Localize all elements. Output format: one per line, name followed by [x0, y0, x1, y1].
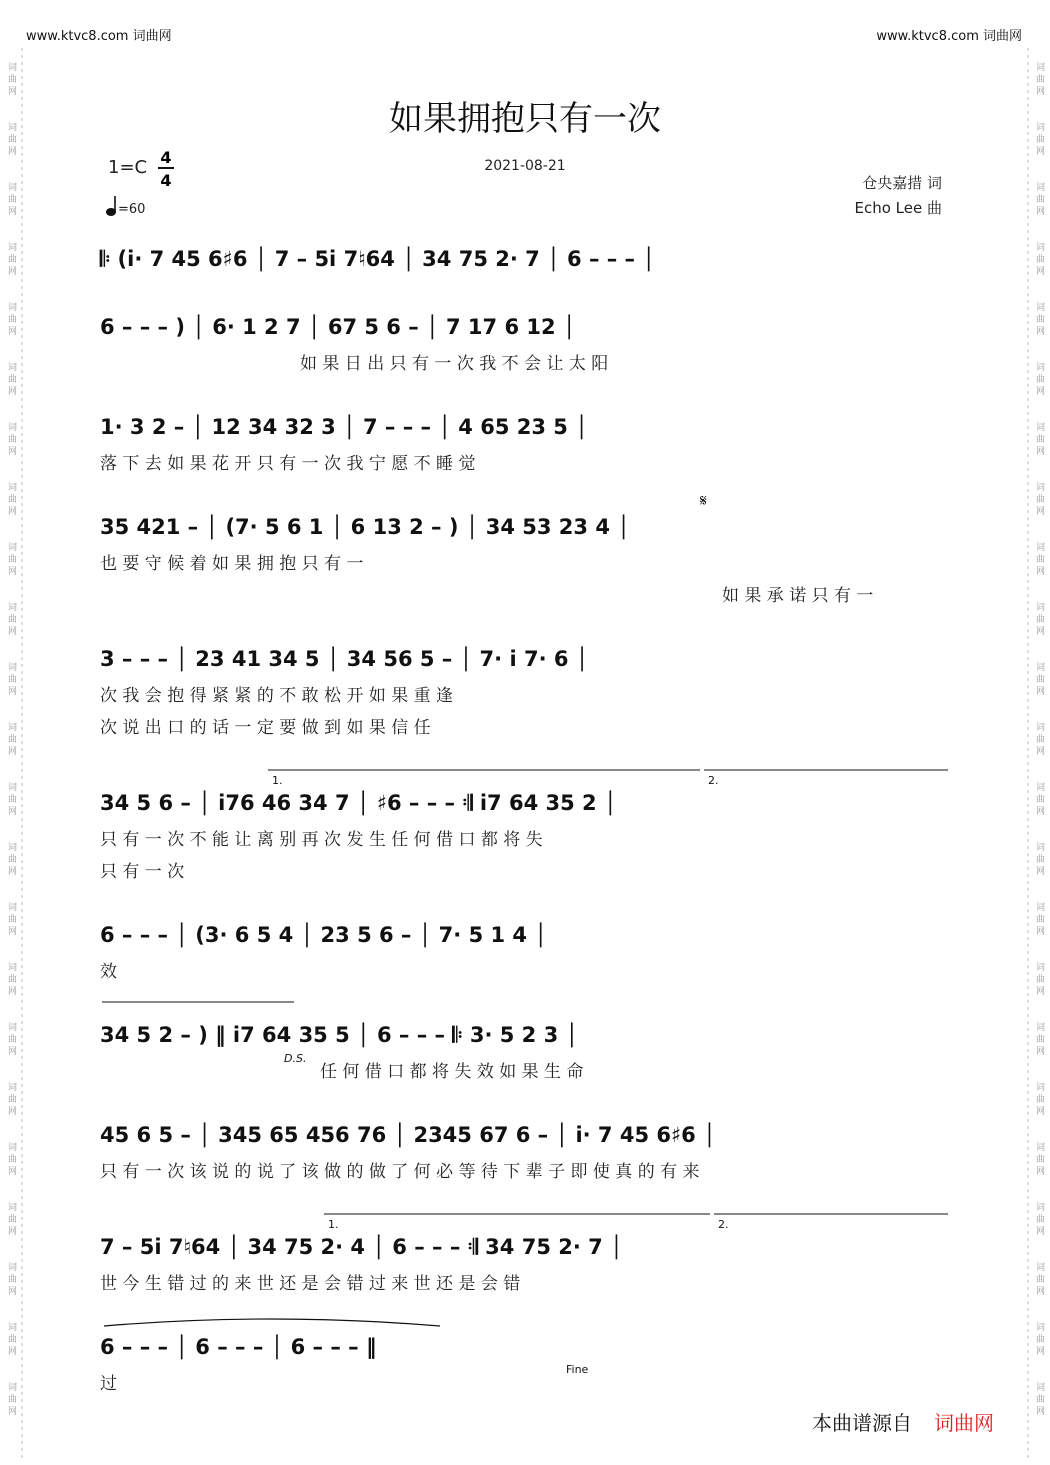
side-watermark-glyph: 曲 — [1036, 1095, 1046, 1105]
side-watermark-glyph: 曲 — [8, 135, 18, 145]
notation-row-7 — [100, 922, 547, 982]
side-watermark-glyph: 网 — [8, 987, 18, 997]
volta-2-label-a: 2. — [708, 774, 719, 787]
side-watermark-glyph: 网 — [8, 627, 18, 637]
side-watermark-glyph: 曲 — [8, 495, 18, 505]
notes-row-10: 7 – 5i 7♮64 │ 34 75 2· 4 │ 6 – – – 𝄇 34 75 2· 7 │ — [100, 1235, 623, 1259]
side-watermark-glyph: 曲 — [1036, 1155, 1046, 1165]
date: 2021-08-21 — [484, 158, 566, 174]
side-watermark-glyph: 网 — [1036, 387, 1046, 397]
time-signature-top: 4 — [160, 148, 172, 167]
side-watermark-glyph: 网 — [8, 87, 18, 97]
side-watermark-glyph: 词 — [1036, 843, 1046, 853]
side-watermark-glyph: 网 — [1036, 987, 1046, 997]
side-watermark-glyph: 词 — [1036, 123, 1046, 133]
side-watermark-glyph: 网 — [8, 1107, 18, 1117]
time-signature-bottom: 4 — [160, 171, 172, 190]
side-watermark-glyph: 词 — [8, 303, 18, 313]
side-watermark-glyph: 网 — [8, 1287, 18, 1297]
side-watermark-glyph: 曲 — [8, 1215, 18, 1225]
side-watermark-glyph: 词 — [8, 1083, 18, 1093]
side-watermark-glyph: 词 — [8, 543, 18, 553]
side-watermark-glyph: 曲 — [8, 255, 18, 265]
side-watermark-glyph: 曲 — [8, 735, 18, 745]
side-watermark-glyph: 网 — [1036, 627, 1046, 637]
side-watermark-glyph: 网 — [1036, 1047, 1046, 1057]
side-watermark-glyph: 词 — [1036, 183, 1046, 193]
side-watermark-glyph: 网 — [1036, 87, 1046, 97]
lyrics-row-9-line-1: 只 有 一 次 该 说 的 说 了 该 做 的 做 了 何 必 等 待 下 辈 子 即 使 真 的 有 来 — [100, 1162, 700, 1182]
side-watermark-glyph: 词 — [1036, 303, 1046, 313]
side-watermark-glyph: 词 — [8, 1203, 18, 1213]
side-watermark-glyph: 曲 — [1036, 1335, 1046, 1345]
footer-site-link[interactable]: 词曲网 — [934, 1411, 994, 1435]
side-watermark-glyph: 曲 — [8, 915, 18, 925]
notes-row-8: 34 5 2 – ) ‖ i7 64 35 5 │ 6 – – – 𝄆 3· 5 2 3 │ — [100, 1023, 579, 1047]
side-watermark-glyph: 词 — [1036, 1203, 1046, 1213]
side-watermark-glyph: 词 — [1036, 1323, 1046, 1333]
side-watermark-glyph: 词 — [8, 483, 18, 493]
side-watermark-glyph: 曲 — [1036, 435, 1046, 445]
side-watermark-glyph: 词 — [1036, 363, 1046, 373]
side-watermark-glyph: 曲 — [1036, 795, 1046, 805]
side-watermark-glyph: 网 — [1036, 447, 1046, 457]
side-watermark-glyph: 词 — [1036, 963, 1046, 973]
side-watermark-glyph: 词 — [8, 1323, 18, 1333]
lyrics-row-5-line-1: 次 我 会 抱 得 紧 紧 的 不 敢 松 开 如 果 重 逢 — [100, 686, 454, 706]
side-watermark-glyph: 词 — [1036, 543, 1046, 553]
side-watermark-glyph: 曲 — [8, 195, 18, 205]
side-watermark-glyph: 词 — [1036, 423, 1046, 433]
side-watermark-glyph: 词 — [8, 603, 18, 613]
side-watermark-glyph: 曲 — [1036, 135, 1046, 145]
side-watermark-glyph: 词 — [8, 1143, 18, 1153]
side-watermark-glyph: 网 — [8, 147, 18, 157]
tempo-marking: =60 — [118, 202, 146, 217]
side-watermark-glyph: 网 — [8, 1407, 18, 1417]
side-watermark-glyph: 曲 — [1036, 915, 1046, 925]
side-watermark-glyph: 曲 — [1036, 195, 1046, 205]
lyrics-row-6-line-2: 只 有 一 次 — [100, 862, 185, 882]
side-watermark-glyph: 曲 — [8, 615, 18, 625]
notation-row-1 — [99, 246, 655, 272]
side-watermark-glyph: 词 — [1036, 783, 1046, 793]
side-watermark-glyph: 词 — [1036, 663, 1046, 673]
side-watermark-glyph: 曲 — [1036, 375, 1046, 385]
side-watermark-glyph: 词 — [8, 663, 18, 673]
side-watermark-glyph: 网 — [1036, 927, 1046, 937]
side-watermark-glyph: 词 — [8, 63, 18, 73]
side-watermark-glyph: 网 — [1036, 1287, 1046, 1297]
side-watermark-glyph: 网 — [8, 567, 18, 577]
side-watermark-glyph: 网 — [8, 687, 18, 697]
fine-mark: Fine — [566, 1363, 589, 1376]
side-watermark-glyph: 网 — [1036, 1407, 1046, 1417]
side-watermark-glyph: 词 — [8, 903, 18, 913]
side-watermark-glyph: 词 — [1036, 603, 1046, 613]
side-watermark-glyph: 词 — [1036, 1023, 1046, 1033]
side-watermark-glyph: 曲 — [1036, 1215, 1046, 1225]
side-watermark-glyph: 曲 — [8, 1275, 18, 1285]
volta-2-label-b: 2. — [718, 1218, 729, 1231]
lyrics-row-3-line-1: 落 下 去 如 果 花 开 只 有 一 次 我 宁 愿 不 睡 觉 — [100, 454, 476, 474]
notation-row-5 — [100, 646, 588, 738]
side-watermark-glyph: 词 — [8, 843, 18, 853]
side-watermark-glyph: 曲 — [8, 315, 18, 325]
notation-row-10 — [100, 1214, 948, 1294]
footer-source-text: 本曲谱源自 — [812, 1411, 912, 1435]
notes-row-11: 6 – – – │ 6 – – – │ 6 – – – ‖ — [100, 1335, 377, 1359]
lyrics-row-8-line-1: 任 何 借 口 都 将 失 效 如 果 生 命 — [320, 1062, 584, 1082]
side-watermark-glyph: 词 — [8, 363, 18, 373]
lyricist-credit: 仓央嘉措 词 — [862, 174, 942, 192]
side-watermark-glyph: 网 — [1036, 807, 1046, 817]
side-watermark-glyph: 词 — [8, 783, 18, 793]
side-watermark-glyph: 词 — [8, 183, 18, 193]
volta-1-label-b: 1. — [328, 1218, 339, 1231]
side-watermark-glyph: 网 — [1036, 147, 1046, 157]
side-watermark-glyph: 曲 — [8, 435, 18, 445]
lyrics-row-6-line-1: 只 有 一 次 不 能 让 离 别 再 次 发 生 任 何 借 口 都 将 失 — [100, 830, 543, 850]
side-watermark-glyph: 词 — [8, 1263, 18, 1273]
side-watermark-glyph: 词 — [1036, 1263, 1046, 1273]
side-watermark-glyph: 曲 — [8, 1035, 18, 1045]
side-watermark-glyph: 曲 — [8, 1095, 18, 1105]
side-watermark-glyph: 曲 — [1036, 555, 1046, 565]
notation-row-4 — [100, 491, 873, 606]
side-watermark-glyph: 网 — [1036, 507, 1046, 517]
side-watermark-glyph: 网 — [1036, 747, 1046, 757]
side-watermark-glyph: 曲 — [8, 1395, 18, 1405]
ds-mark: D.S. — [284, 1052, 307, 1065]
side-watermark-glyph: 词 — [8, 963, 18, 973]
lyrics-row-5-line-2: 次 说 出 口 的 话 一 定 要 做 到 如 果 信 任 — [100, 718, 431, 738]
side-watermark-glyph: 网 — [1036, 327, 1046, 337]
lyrics-row-2-line-1: 如 果 日 出 只 有 一 次 我 不 会 让 太 阳 — [300, 354, 609, 374]
volta-1-label-a: 1. — [272, 774, 283, 787]
side-watermark-glyph: 曲 — [1036, 495, 1046, 505]
side-watermark-glyph: 曲 — [1036, 1395, 1046, 1405]
side-watermark-glyph: 网 — [1036, 867, 1046, 877]
notation-row-11 — [100, 1319, 589, 1394]
notes-row-3: 1· 3 2 – │ 12 34 32 3 │ 7 – – – │ 4 65 23 5 │ — [100, 415, 588, 439]
side-watermark-glyph: 曲 — [1036, 1035, 1046, 1045]
song-title: 如果拥抱只有一次 — [389, 99, 661, 139]
side-watermark-glyph: 曲 — [1036, 255, 1046, 265]
side-watermark-glyph: 网 — [1036, 567, 1046, 577]
side-watermark-glyph: 网 — [8, 747, 18, 757]
notation-row-9 — [100, 1122, 716, 1182]
notes-row-7: 6 – – – │ (3· 6 5 4 │ 23 5 6 – │ 7· 5 1 4 │ — [100, 923, 547, 947]
lyrics-row-10-line-1: 世 今 生 错 过 的 来 世 还 是 会 错 过 来 世 还 是 会 错 — [100, 1274, 521, 1294]
side-watermark-glyph: 词 — [8, 1383, 18, 1393]
side-watermark-glyph: 词 — [8, 1023, 18, 1033]
side-watermark-glyph: 网 — [8, 447, 18, 457]
side-watermark-glyph: 曲 — [8, 75, 18, 85]
side-watermark-glyph: 网 — [1036, 207, 1046, 217]
side-watermark-glyph: 曲 — [8, 1335, 18, 1345]
side-watermark-glyph: 网 — [8, 807, 18, 817]
side-watermark-glyph: 曲 — [8, 675, 18, 685]
side-watermark-glyph: 词 — [8, 123, 18, 133]
notes-row-5: 3 – – – │ 23 41 34 5 │ 34 56 5 – │ 7· i 7· 6 │ — [100, 647, 589, 671]
side-watermark-glyph: 网 — [1036, 1347, 1046, 1357]
notes-row-9: 45 6 5 – │ 345 65 456 76 │ 2345 67 6 – │ i· 7 45 6♯6 │ — [100, 1123, 716, 1147]
notation-row-8 — [100, 1002, 583, 1082]
quarter-note-icon — [106, 196, 116, 216]
side-watermark-glyph: 网 — [8, 1047, 18, 1057]
side-watermark-glyph: 网 — [8, 1167, 18, 1177]
side-watermark-glyph: 曲 — [1036, 675, 1046, 685]
notes-row-2: 6 – – – ) │ 6· 1 2 7 │ 67 5 6 – │ 7 17 6 12 │ — [100, 315, 576, 339]
side-watermark-glyph: 词 — [1036, 1143, 1046, 1153]
key-signature: 1=C — [108, 157, 148, 178]
side-watermark-glyph: 网 — [8, 867, 18, 877]
side-watermark-glyph: 网 — [1036, 1227, 1046, 1237]
side-watermark-glyph: 网 — [1036, 1107, 1046, 1117]
side-watermark-glyph: 曲 — [1036, 315, 1046, 325]
side-watermark-glyph: 曲 — [1036, 975, 1046, 985]
segno-mark: 𝄋 — [700, 491, 707, 510]
notation-row-3 — [100, 414, 588, 474]
composer-credit: Echo Lee 曲 — [854, 199, 942, 217]
side-watermark-glyph: 曲 — [1036, 1275, 1046, 1285]
side-watermark-glyph: 词 — [8, 723, 18, 733]
notes-row-6: 34 5 6 – │ i76 46 34 7 │ ♯6 – – – 𝄇 i7 64 35 2 │ — [100, 791, 617, 815]
side-watermark-glyph: 词 — [1036, 903, 1046, 913]
side-watermark-glyph: 曲 — [8, 975, 18, 985]
side-watermark-glyph: 网 — [8, 1347, 18, 1357]
side-watermark-glyph: 网 — [8, 927, 18, 937]
side-watermark-glyph: 网 — [8, 387, 18, 397]
tie-arc — [104, 1319, 440, 1326]
side-watermark-glyph: 网 — [8, 507, 18, 517]
side-watermark-glyph: 词 — [1036, 1383, 1046, 1393]
side-watermark-glyph: 词 — [1036, 483, 1046, 493]
side-watermark-glyph: 曲 — [1036, 735, 1046, 745]
side-watermark-glyph: 词 — [1036, 723, 1046, 733]
side-watermark-glyph: 网 — [1036, 267, 1046, 277]
side-watermark-glyph: 曲 — [8, 1155, 18, 1165]
side-watermark-glyph: 词 — [1036, 243, 1046, 253]
side-watermark-glyph: 网 — [8, 327, 18, 337]
lyrics-row-4-line-1: 也 要 守 候 着 如 果 拥 抱 只 有 一 — [100, 554, 364, 574]
side-watermark-glyph: 曲 — [8, 375, 18, 385]
lyrics-row-11-line-1: 过 — [100, 1374, 117, 1394]
side-watermark-glyph: 词 — [8, 243, 18, 253]
side-watermark-glyph: 网 — [8, 267, 18, 277]
side-watermark-glyph: 词 — [1036, 63, 1046, 73]
lyrics-row-7-line-1: 效 — [100, 962, 117, 982]
notation-row-2 — [100, 314, 608, 374]
header-right-watermark: www.ktvc8.com 词曲网 — [876, 29, 1022, 44]
side-watermark-glyph: 曲 — [1036, 75, 1046, 85]
side-watermark-glyph: 网 — [1036, 687, 1046, 697]
side-watermark-glyph: 词 — [8, 423, 18, 433]
notes-row-1: 𝄆 (i· 7 45 6♯6 │ 7 – 5i 7♮64 │ 34 75 2· 7 │ 6 – – – │ — [100, 247, 656, 271]
side-watermark-glyph: 网 — [8, 1227, 18, 1237]
header-left-watermark: www.ktvc8.com 词曲网 — [26, 29, 172, 44]
side-watermark-glyph: 网 — [1036, 1167, 1046, 1177]
side-watermark-glyph: 曲 — [1036, 615, 1046, 625]
side-watermark-glyph: 曲 — [1036, 855, 1046, 865]
notes-row-4: 35 421 – │ (7· 5 6 1 │ 6 13 2 – ) │ 34 53 23 4 │ — [100, 515, 630, 539]
side-watermark-glyph: 曲 — [8, 555, 18, 565]
side-watermark-glyph: 曲 — [8, 855, 18, 865]
lyrics-row-4-line-2: 如 果 承 诺 只 有 一 — [722, 586, 874, 606]
notation-row-6 — [100, 770, 948, 882]
side-watermark-glyph: 网 — [8, 207, 18, 217]
side-watermark-glyph: 词 — [1036, 1083, 1046, 1093]
side-watermark-glyph: 曲 — [8, 795, 18, 805]
